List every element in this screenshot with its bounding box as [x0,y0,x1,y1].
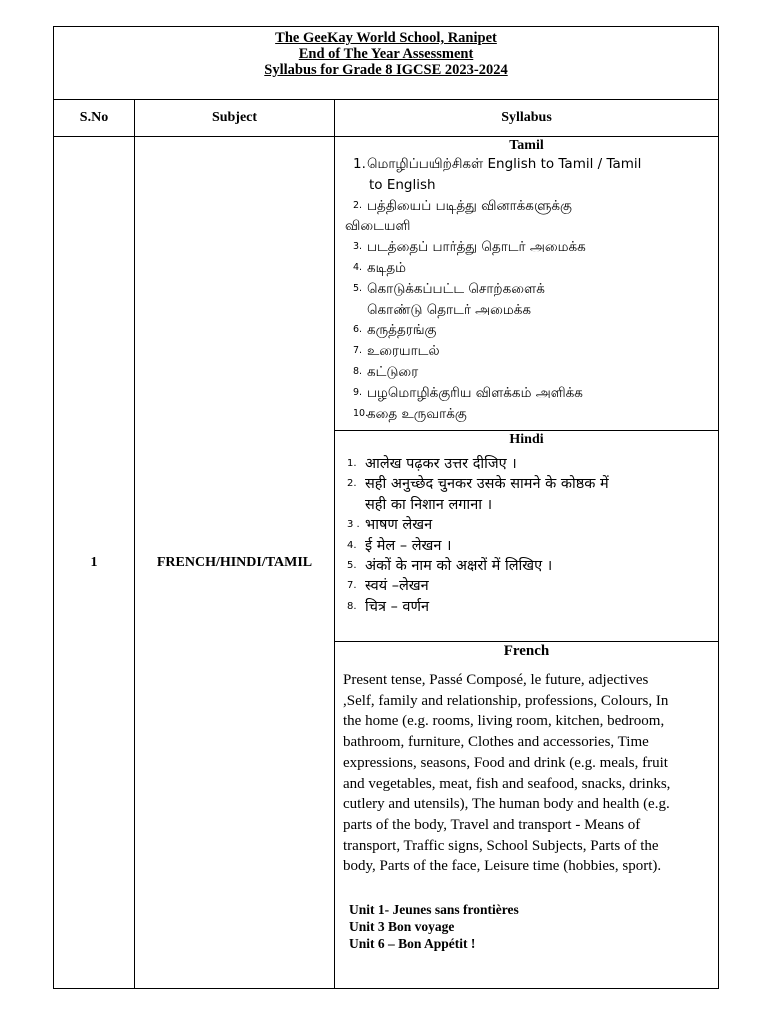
tamil-title: Tamil [509,138,544,153]
text-line: the home (e.g. rooms, living room, kitchen, bedroom, [343,713,665,730]
column-header-syllabus: Syllabus [501,110,552,125]
french-topics [343,670,710,877]
list-item: 4. கடிதம் [353,259,407,276]
column-header-sno: S.No [79,110,109,125]
list-item: 2. सही अनुच्छेद चुनकर उसके सामने के कोष्ठक में सही का निशान लगाना । [347,476,609,513]
syllabus-title: Syllabus for Grade 8 IGCSE 2023-2024 [264,62,508,78]
text-line: Present tense, Passé Composé, le future, adjectives [343,672,649,688]
text-line: cutlery and utensils), The human body and health (e.g. [343,796,670,813]
list-item: 1. மொழிப்பயிற்சிகள் English to Tamil / Tamil to English [353,156,642,193]
tamil-list [343,154,710,424]
list-item: 9. பழமொழிக்குரிய விளக்கம் அளிக்க [353,384,583,401]
list-item: 10. கதை உருவாக்கு [353,405,467,422]
hindi-title: Hindi [509,432,544,447]
syllabus-table [53,26,719,989]
text-line: ,Self, family and relationship, professions, Colours, In [343,692,669,709]
divider [334,430,718,431]
unit-item: Unit 3 Bon voyage [349,919,455,935]
list-item: 4. ई मेल – लेखन । [347,537,452,554]
french-section [335,643,718,988]
row-subject: FRENCH/HINDI/TAMIL [156,554,313,570]
list-item: 6. கருத்தரங்கு [353,322,437,339]
table-header [54,27,718,100]
list-item: 1. आलेख पढ़कर उत्तर दीजिए । [347,456,517,472]
list-item: 8. चित्र – वर्णन [347,598,430,615]
tamil-section [335,138,718,430]
list-item: 7. உரையாடல் [353,343,440,360]
school-name: The GeeKay World School, Ranipet [275,30,497,46]
hindi-list [343,454,710,617]
text-line: body, Parts of the face, Leisure time (hobbies, sport). [343,858,662,875]
list-item: 2. பத்தியைப் படித்து வினாக்களுக்கு விடையளி [345,197,572,235]
row-sno: 1 [90,554,98,570]
text-line: parts of the body, Travel and transport - Means of [343,816,641,833]
hindi-section [335,432,718,640]
column-header-subject: Subject [211,110,258,125]
unit-item: Unit 6 – Bon Appétit ! [349,936,476,952]
assessment-title: End of The Year Assessment [298,46,474,62]
unit-item: Unit 1- Jeunes sans frontières [349,902,519,918]
text-line: bathroom, furniture, Clothes and accessories, Time [343,734,649,751]
french-title: French [503,643,550,659]
text-line: expressions, seasons, Food and drink (e.g. meals, fruit [343,754,668,771]
list-item: 3. படத்தைப் பார்த்து தொடர் அமைக்க [353,239,586,256]
divider [334,641,718,642]
french-units [343,901,710,952]
list-item: 3 . भाषण लेखन [347,517,433,534]
text-line: and vegetables, meat, fish and seafood, snacks, drinks, [343,775,671,792]
list-item: 7. स्वयं –लेखन [347,578,429,595]
text-line: transport, Traffic signs, School Subjects, Parts of the [343,837,659,854]
list-item: 5. अंकों के नाम को अक्षरों में लिखिए । [347,558,553,575]
list-item: 8. கட்டுரை [353,363,419,380]
list-item: 5. கொடுக்கப்பட்ட சொற்களைக் கொண்டு தொடர் அமைக்க [353,280,545,318]
